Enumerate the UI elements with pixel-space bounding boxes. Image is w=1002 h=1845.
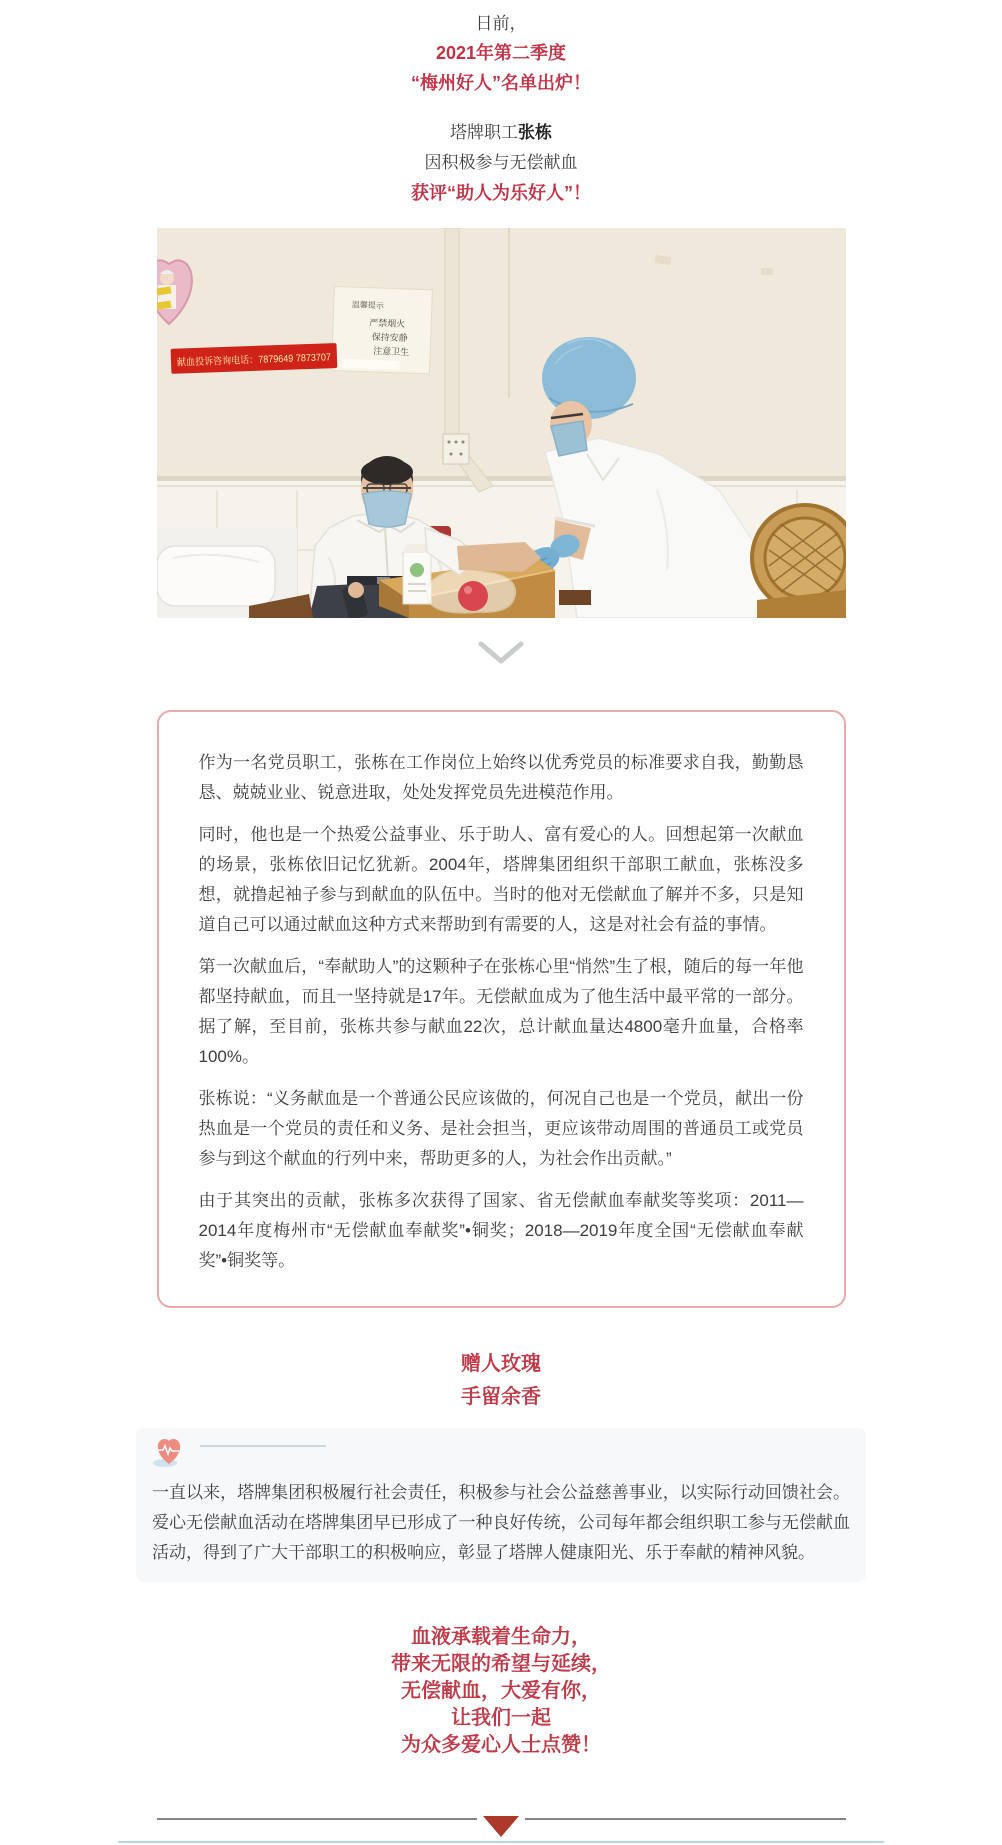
bottom-accent-line [118,1841,884,1843]
notice-line-2: 保持安静 [371,331,408,344]
article-paragraph: 由于其突出的贡献，张栋多次获得了国家、省无偿献血奉献奖等奖项：2011—2014年度梅州市“无偿献血奉献奖”•铜奖；2018—2019年度全国“无偿献血奉献奖”•铜奖等。 [198,1191,804,1270]
worker-name: 张栋 [518,123,552,142]
intro-block-2 [0,118,1002,208]
wicker-chair [752,505,846,618]
intro-line-3: “梅州好人”名单出炉！ [411,73,591,93]
outro-line-3: 无偿献血，大爱有你， [401,1680,601,1702]
outro-line-2: 带来无限的希望与延续， [391,1653,611,1675]
outro-line-4: 让我们一起 [451,1707,551,1729]
slogan-line-2: 手留余香 [461,1386,541,1408]
section-separator [0,640,1002,666]
blood-donation-photo [157,228,846,618]
article-paragraph: 同时，他也是一个热爱公益事业、乐于助人、富有爱心的人。回想起第一次献血的场景，张栋依旧记忆犹新。2004年，塔牌集团组织干部职工献血，张栋没多想，就撸起袖子参与到献血的队伍中。当时的他对无偿献血了解并不多，只是知道自己可以通过献血这种方式来帮助到有需要的人，这是对社会有益的事情。 [198,825,804,934]
article-paragraph: 张栋说：“义务献血是一个普通公民应该做的，何况自己也是一个党员，献出一份热血是一个党员的责任和义务、是社会担当，更应该带动周围的普通员工或党员参与到这个献血的行列中来，帮助更多的人，为社会作出贡献。” [198,1089,804,1168]
heart-decoration-row [152,1434,850,1468]
divider-line-left [157,1818,478,1820]
article-paragraph: 作为一名党员职工，张栋在工作岗位上始终以优秀党员的标准要求自我，勤勤恳恳、兢兢业业、锐意进取，处处发挥党员先进模范作用。 [198,753,804,802]
divider-line-right [525,1818,846,1820]
intro-line-6: 获评“助人为乐好人”！ [411,183,591,203]
article-paragraph: 第一次献血后，“奉献助人”的这颗种子在张栋心里“悄然”生了根，随后的每一年他都坚持献血，而且一坚持就是17年。无偿献血成为了他生活中最平常的一部分。据了解，至目前，张栋共参与献血22次，总计献血量达4800毫升血量，合格率100%。 [198,957,804,1066]
slogan-block [0,1348,1002,1414]
outro-block [0,1624,1002,1759]
intro-line-2: 2021年第二季度 [435,43,567,63]
phone-banner-text: 献血投诉咨询电话：7879649 7873707 [176,351,348,369]
apple [458,581,488,611]
slogan-line-1: 赠人玫瑰 [461,1353,541,1375]
article-photo [157,228,846,618]
notice-title: 温馨提示 [351,300,384,311]
notice-line-3: 注意卫生 [372,345,409,358]
intro-line-1: 日前， [475,14,527,33]
wall-notice-paper [331,286,432,373]
chevron-down-icon [478,641,524,665]
intro-line-4 [0,118,1002,148]
closing-section [136,1428,866,1582]
heartbeat-heart-icon [152,1434,186,1468]
footer-divider [157,1809,846,1833]
closing-paragraph: 一直以来，塔牌集团积极履行社会责任，积极参与社会公益慈善事业，以实际行动回馈社会。爱心无偿献血活动在塔牌集团早已形成了一种良好传统，公司每年都会组织职工参与无偿献血活动，得到了广大干部职工的积极响应，彰显了塔牌人健康阳光、乐于奉献的精神风貌。 [152,1483,850,1562]
outro-line-5: 为众多爱心人士点赞！ [401,1734,601,1756]
heart-rule-line [200,1445,326,1447]
intro-block-1 [0,0,1002,98]
outro-line-1: 血液承载着生命力， [411,1626,591,1648]
notice-line-1: 严禁烟火 [368,317,405,329]
article-text-box [157,710,846,1308]
worker-title: 塔牌职工 [450,123,518,142]
triangle-down-icon [483,1816,519,1837]
intro-line-5: 因积极参与无偿献血 [424,153,578,172]
